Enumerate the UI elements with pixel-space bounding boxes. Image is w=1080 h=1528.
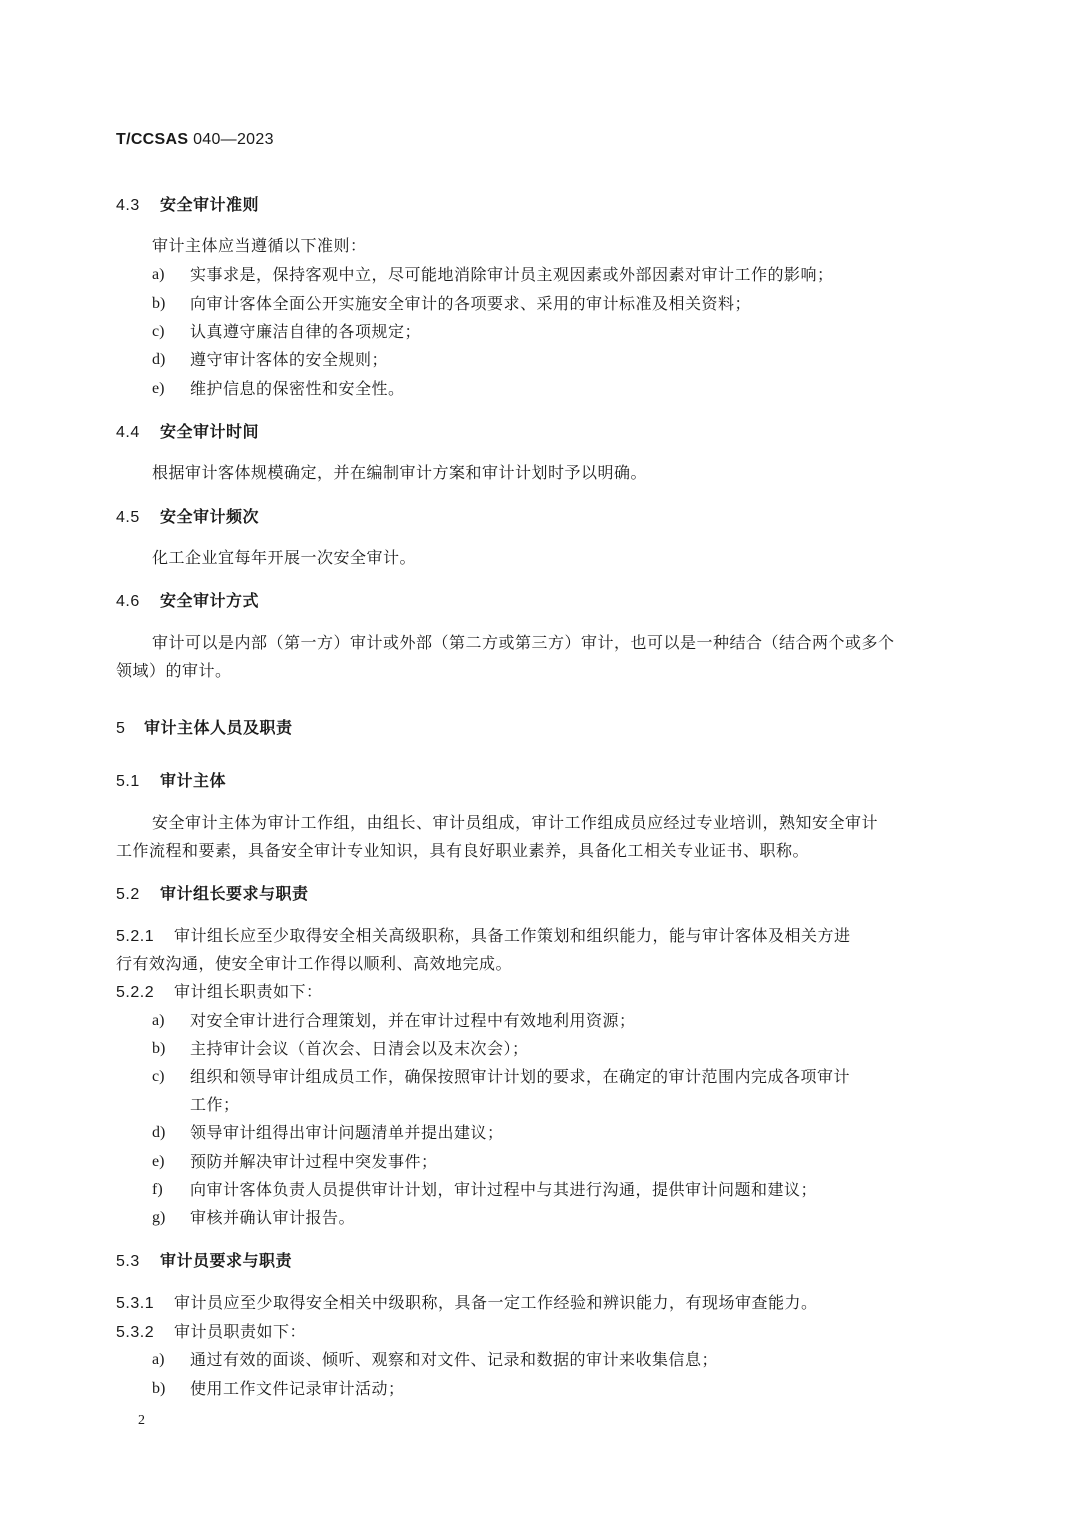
- section-5-2-heading: [116, 883, 309, 906]
- clause-5-3-2: [116, 1321, 306, 1344]
- section-4-4-heading: [116, 421, 259, 444]
- clause-text: 审计员职责如下：: [174, 1322, 307, 1341]
- list-item-text: 遵守审计客体的安全规则；: [190, 350, 389, 369]
- section-4-6-text-line1: 审计可以是内部（第一方）审计或外部（第二方或第三方）审计，也可以是一种结合（结合两个或多个: [152, 633, 895, 652]
- section-title: 安全审计频次: [160, 507, 260, 526]
- section-title: 安全审计时间: [160, 422, 260, 441]
- clause-5-2-1-line2: 行有效沟通，使安全审计工作得以顺利、高效地完成。: [116, 954, 513, 973]
- section-5-1-text-line2: 工作流程和要素，具备安全审计专业知识，具有良好职业素养，具备化工相关专业证书、职称。: [116, 841, 810, 860]
- list-item-label: e): [152, 380, 165, 397]
- list-item-label: d): [152, 351, 166, 368]
- list-item-text: 向审计客体全面公开实施安全审计的各项要求、采用的审计标准及相关资料；: [190, 294, 752, 313]
- section-number: 4.5: [116, 509, 140, 526]
- section-number: 5.2: [116, 886, 140, 903]
- section-4-4-text: 根据审计客体规模确定，并在编制审计方案和审计计划时予以明确。: [152, 463, 648, 482]
- section-title: 审计主体: [160, 771, 227, 790]
- list-item-text: 使用工作文件记录审计活动；: [190, 1379, 405, 1398]
- chapter-5-heading: [116, 717, 293, 740]
- section-4-3-intro: 审计主体应当遵循以下准则：: [152, 236, 367, 255]
- section-title: 审计员要求与职责: [160, 1251, 293, 1270]
- list-item-text: 实事求是，保持客观中立，尽可能地消除审计员主观因素或外部因素对审计工作的影响；: [190, 265, 834, 284]
- section-5-1-text-line1: 安全审计主体为审计工作组，由组长、审计员组成，审计工作组成员应经过专业培训，熟知安全审计: [152, 813, 879, 832]
- document-id: [116, 129, 274, 151]
- list-item-text: 对安全审计进行合理策划，并在审计过程中有效地利用资源；: [190, 1011, 636, 1030]
- section-number: 5.1: [116, 773, 140, 790]
- list-item-label: g): [152, 1209, 166, 1226]
- section-number: 4.4: [116, 424, 140, 441]
- section-title: 安全审计准则: [160, 195, 260, 214]
- section-4-5-heading: [116, 506, 259, 529]
- list-item-label: d): [152, 1124, 166, 1141]
- section-title: 安全审计方式: [160, 591, 260, 610]
- section-number: 4.6: [116, 593, 140, 610]
- list-item-label: a): [152, 1012, 165, 1029]
- list-item-text-continuation: 工作；: [190, 1095, 240, 1114]
- clause-number: 5.2.2: [116, 984, 155, 1001]
- clause-number: 5.3.2: [116, 1324, 155, 1341]
- section-title: 审计组长要求与职责: [160, 884, 309, 903]
- list-item-label: e): [152, 1153, 165, 1170]
- section-number: 4.3: [116, 197, 140, 214]
- section-4-3-heading: [116, 194, 259, 217]
- list-item-label: f): [152, 1181, 163, 1198]
- list-item-label: a): [152, 1351, 165, 1368]
- section-4-6-text-line2: 领域）的审计。: [116, 661, 232, 680]
- clause-5-2-1-line1: [116, 925, 851, 948]
- list-item-text: 向审计客体负责人员提供审计计划，审计过程中与其进行沟通，提供审计问题和建议；: [190, 1180, 818, 1199]
- document-id-prefix: T/CCSAS: [116, 131, 189, 148]
- list-item-text: 通过有效的面谈、倾听、观察和对文件、记录和数据的审计来收集信息；: [190, 1350, 719, 1369]
- list-item-text: 预防并解决审计过程中突发事件；: [190, 1152, 438, 1171]
- list-item-label: c): [152, 1068, 165, 1085]
- list-item-text: 领导审计组得出审计问题清单并提出建议；: [190, 1123, 504, 1142]
- clause-text: 审计组长应至少取得安全相关高级职称，具备工作策划和组织能力，能与审计客体及相关方进: [174, 926, 851, 945]
- list-item-label: b): [152, 295, 166, 312]
- list-item-label: c): [152, 323, 165, 340]
- clause-text: 审计员应至少取得安全相关中级职称，具备一定工作经验和辨识能力，有现场审查能力。: [174, 1293, 818, 1312]
- chapter-number: 5: [116, 720, 126, 737]
- list-item-text: 维护信息的保密性和安全性。: [190, 379, 405, 398]
- clause-number: 5.3.1: [116, 1295, 155, 1312]
- chapter-title: 审计主体人员及职责: [144, 718, 293, 737]
- section-number: 5.3: [116, 1253, 140, 1270]
- list-item-text: 审核并确认审计报告。: [190, 1208, 356, 1227]
- list-item-text: 主持审计会议（首次会、日清会以及末次会）；: [190, 1039, 529, 1058]
- list-item-label: b): [152, 1380, 166, 1397]
- section-4-5-text: 化工企业宜每年开展一次安全审计。: [152, 548, 417, 567]
- clause-text: 审计组长职责如下：: [174, 982, 323, 1001]
- list-item-text: 认真遵守廉洁自律的各项规定；: [190, 322, 422, 341]
- list-item-label: a): [152, 266, 165, 283]
- document-id-number: 040—2023: [193, 131, 274, 148]
- clause-5-2-2: [116, 981, 323, 1004]
- section-5-3-heading: [116, 1250, 292, 1273]
- clause-number: 5.2.1: [116, 928, 155, 945]
- list-item-text: 组织和领导审计组成员工作，确保按照审计计划的要求，在确定的审计范围内完成各项审计: [190, 1067, 851, 1086]
- page-number: 2: [138, 1413, 146, 1428]
- section-5-1-heading: [116, 770, 226, 793]
- section-4-6-heading: [116, 590, 259, 613]
- clause-5-3-1: [116, 1292, 818, 1315]
- list-item-label: b): [152, 1040, 166, 1057]
